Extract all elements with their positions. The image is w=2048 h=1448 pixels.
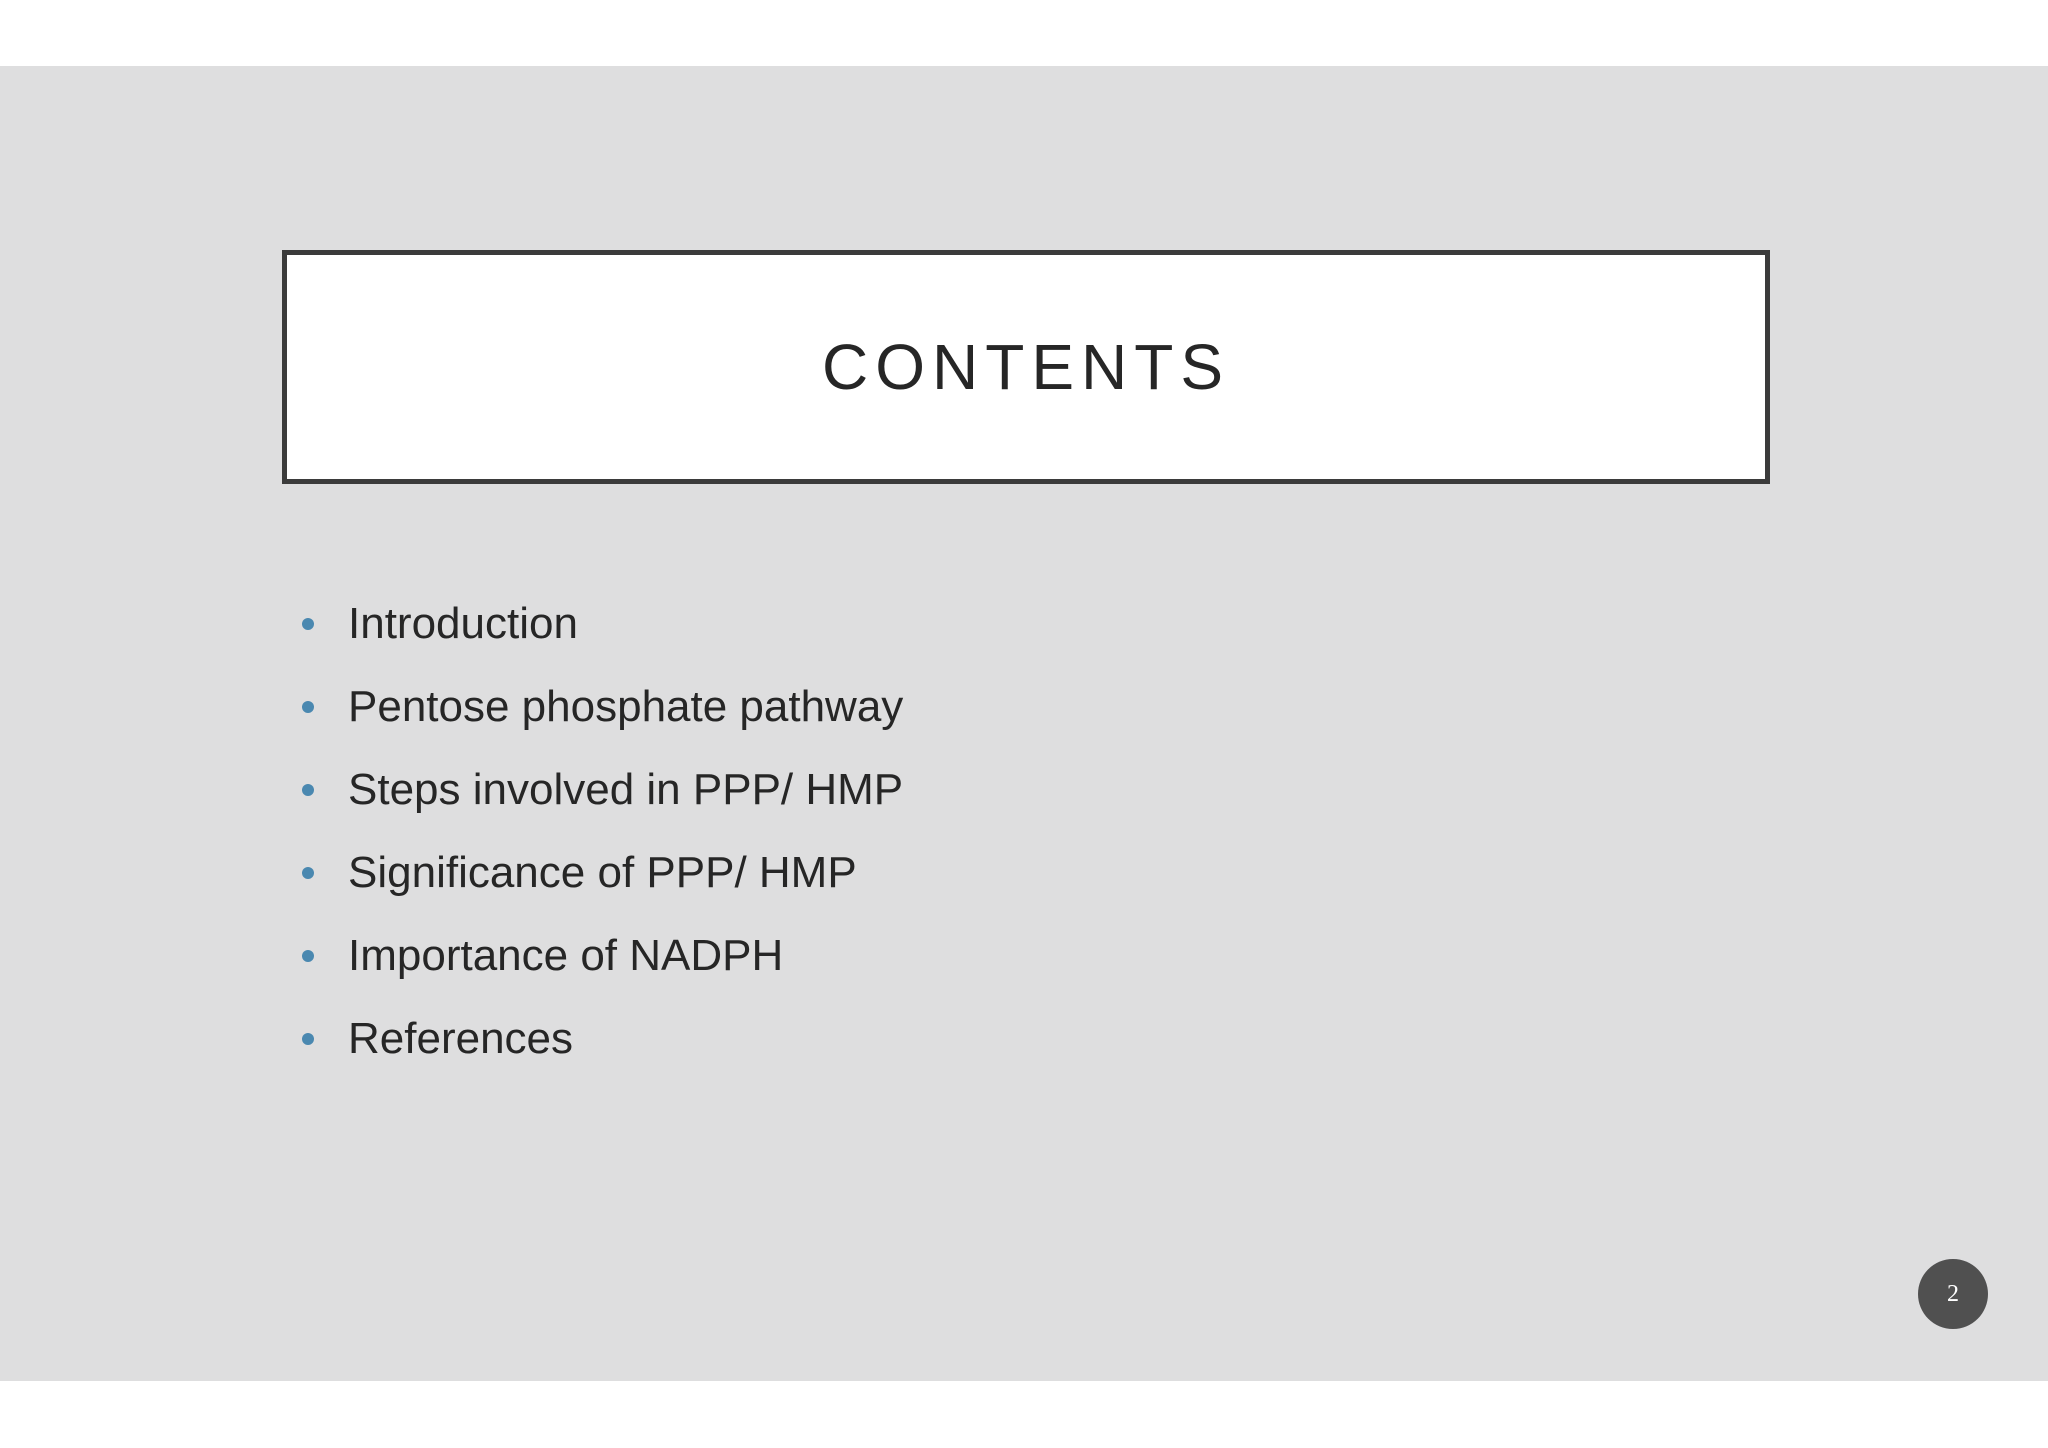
page-number-badge: 2 xyxy=(1918,1259,1988,1329)
list-item xyxy=(300,582,903,665)
list-item-label: Importance of NADPH xyxy=(348,930,784,980)
bullet-icon xyxy=(302,784,314,796)
bullet-icon xyxy=(302,701,314,713)
list-item xyxy=(300,665,903,748)
slide xyxy=(0,66,2048,1381)
bullet-icon xyxy=(302,950,314,962)
list-item-label: Significance of PPP/ HMP xyxy=(348,847,857,897)
list-item xyxy=(300,748,903,831)
title-box xyxy=(282,250,1770,484)
list-item xyxy=(300,997,903,1080)
bullet-icon xyxy=(302,1033,314,1045)
contents-list xyxy=(300,582,903,1080)
list-item-label: Pentose phosphate pathway xyxy=(348,681,904,731)
list-item-label: Steps involved in PPP/ HMP xyxy=(348,764,904,814)
bullet-icon xyxy=(302,618,314,630)
list-item-label: References xyxy=(348,1013,574,1063)
slide-title: CONTENTS xyxy=(822,331,1230,403)
list-item xyxy=(300,831,903,914)
list-item xyxy=(300,914,903,997)
list-item-label: Introduction xyxy=(348,598,578,648)
bullet-icon xyxy=(302,867,314,879)
